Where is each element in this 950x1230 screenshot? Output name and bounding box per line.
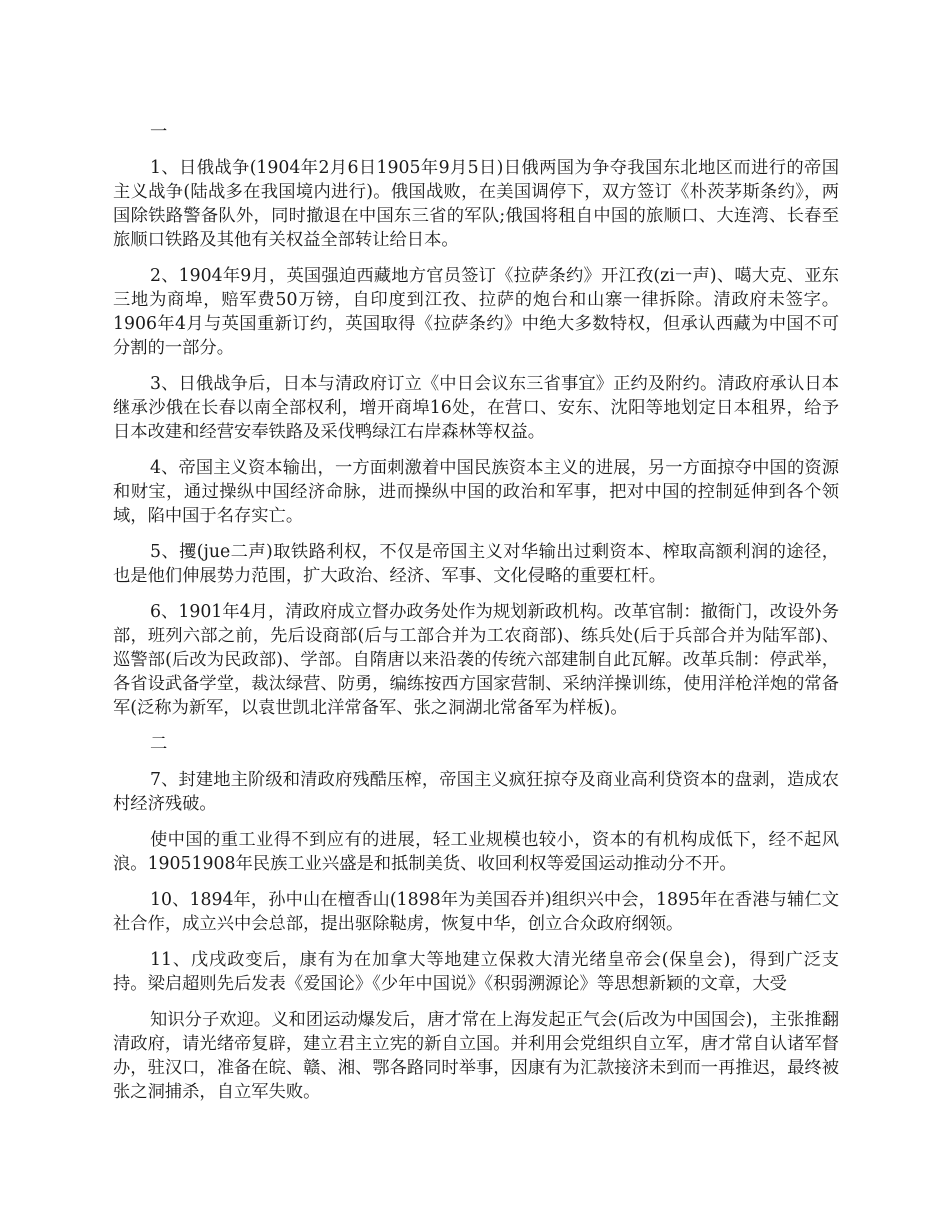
section-heading-two: 二 xyxy=(150,734,168,754)
paragraph-3: 3、日俄战争后，日本与清政府订立《中日会议东三省事宜》正约及附约。清政府承认日本继承沙俄在长春以南全部权利，增开商埠16处，在营口、安东、沈阳等地划定日本租界，给予日本改建和经营安奉铁路及采伐鸭绿江右岸森林等权益。 xyxy=(113,374,839,442)
paragraph-10: 10、1894年，孙中山在檀香山(1898年为美国吞并)组织兴中会，1895年在香港与辅仁文社合作，成立兴中会总部，提出驱除鞑虏，恢复中华，创立合众政府纲领。 xyxy=(113,890,839,934)
paragraph-12: 知识分子欢迎。义和团运动爆发后，唐才常在上海发起正气会(后改为中国国会)，主张推翻清政府，请光绪帝复辟，建立君主立宪的新自立国。并利用会党组织自立军，唐才常自认诸军督办，驻汉口，准备在皖、赣、湘、鄂各路同时举事，因康有为汇款接济未到而一再推迟，最终被张之洞捕杀，自立军失败。 xyxy=(113,1010,839,1102)
paragraph-8: 使中国的重工业得不到应有的进展，轻工业规模也较小，资本的有机构成低下，经不起风浪。19051908年民族工业兴盛是和抵制美货、收回利权等爱国运动推动分不开。 xyxy=(113,830,839,874)
paragraph-2: 2、1904年9月，英国强迫西藏地方官员签订《拉萨条约》开江孜(zi一声)、噶大克、亚东三地为商埠，赔军费50万镑，自印度到江孜、拉萨的炮台和山寨一律拆除。清政府未签字。1906年4月与英国重新订约，英国取得《拉萨条约》中绝大多数特权，但承认西藏为中国不可分割的一部分。 xyxy=(113,266,839,358)
paragraph-4: 4、帝国主义资本输出，一方面刺激着中国民族资本主义的进展，另一方面掠夺中国的资源和财宝，通过操纵中国经济命脉，进而操纵中国的政治和军事，把对中国的控制延伸到各个领域，陷中国于名存实亡。 xyxy=(113,458,839,526)
paragraph-1: 1、日俄战争(1904年2月6日1905年9月5日)日俄两国为争夺我国东北地区而进行的帝国主义战争(陆战多在我国境内进行)。俄国战败，在美国调停下，双方签订《朴茨茅斯条约》，两国除铁路警备队外，同时撤退在中国东三省的军队;俄国将租自中国的旅顺口、大连湾、长春至旅顺口铁路及其他有关权益全部转让给日本。 xyxy=(113,158,839,250)
paragraph-5: 5、攫(jue二声)取铁路利权，不仅是帝国主义对华输出过剩资本、榨取高额利润的途径，也是他们伸展势力范围，扩大政治、经济、军事、文化侵略的重要杠杆。 xyxy=(113,542,839,586)
document-body xyxy=(113,120,839,1116)
paragraph-6: 6、1901年4月，清政府成立督办政务处作为规划新政机构。改革官制：撤衙门，改设外务部，班列六部之前，先后设商部(后与工部合并为工农商部)、练兵处(后于兵部合并为陆军部)、巡警部(后改为民政部)、学部。自隋唐以来沿袭的传统六部建制自此瓦解。改革兵制：停武举，各省设武备学堂，裁汰绿营、防勇，编练按西方国家营制、采纳洋操训练，使用洋枪洋炮的常备军(泛称为新军，以袁世凯北洋常备军、张之洞湖北常备军为样板)。 xyxy=(113,602,839,718)
paragraph-11: 11、戊戌政变后，康有为在加拿大等地建立保救大清光绪皇帝会(保皇会)，得到广泛支持。梁启超则先后发表《爱国论》《少年中国说》《积弱溯源论》等思想新颖的文章，大受 xyxy=(113,950,839,994)
section-heading-one: 一 xyxy=(150,122,168,142)
paragraph-7: 7、封建地主阶级和清政府残酷压榨，帝国主义疯狂掠夺及商业高利贷资本的盘剥，造成农村经济残破。 xyxy=(113,770,839,814)
